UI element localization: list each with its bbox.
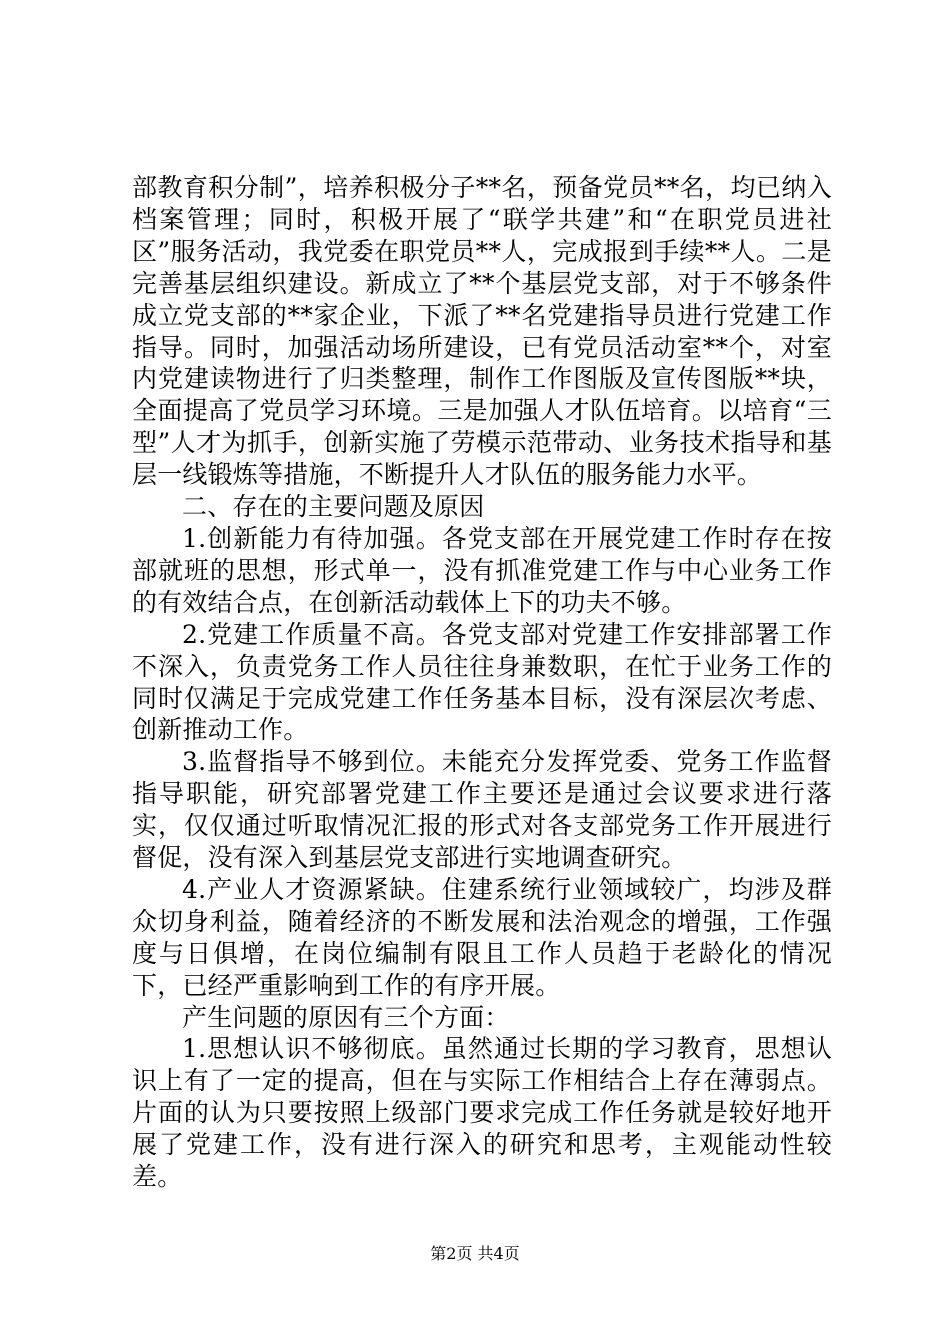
page-number: 第2页 共4页 (430, 1244, 520, 1263)
paragraph-cause-1: 1.思想认识不够彻底。虽然通过长期的学习教育，思想认识上有了一定的提高，但在与实际工作相结合上存在薄弱点。片面的认为只要按照上级部门要求完成工作任务就是较好地开展了党建工作，没有进行深入的研究和思考，主观能动性较差。 (132, 1034, 832, 1192)
paragraph-continuation: 部教育积分制”，培养积极分子**名，预备党员**名，均已纳入档案管理；同时，积极开展了“联学共建”和“在职党员进社区”服务活动，我党委在职党员**人，完成报到手续**人。二是完善基层组织建设。新成立了**个基层党支部，对于不够条件成立党支部的**家企业，下派了**名党建指导员进行党建工作指导。同时，加强活动场所建设，已有党员活动室**个，对室内党建读物进行了归类整理，制作工作图版及宣传图版**块，全面提高了党员学习环境。三是加强人才队伍培育。以培育“三型”人才为抓手，创新实施了劳模示范带动、业务技术指导和基层一线锻炼等措施，不断提升人才队伍的服务能力水平。 (132, 173, 832, 490)
paragraph-causes-intro: 产生问题的原因有三个方面： (182, 1002, 510, 1032)
document-body (132, 172, 832, 1193)
paragraph-problem-1: 1.创新能力有待加强。各党支部在开展党建工作时存在按部就班的思想，形式单一，没有抓准党建工作与中心业务工作的有效结合点，在创新活动载体上下的功夫不够。 (132, 523, 832, 617)
paragraph-problem-3: 3.监督指导不够到位。未能充分发挥党委、党务工作监督指导职能，研究部署党建工作主要还是通过会议要求进行落实，仅仅通过听取情况汇报的形式对各支部党务工作开展进行督促，没有深入到基层党支部进行实地调查研究。 (132, 747, 832, 873)
paragraph-problem-4: 4.产业人才资源紧缺。住建系统行业领域较广，均涉及群众切身利益，随着经济的不断发展和法治观念的增强，工作强度与日俱增，在岗位编制有限且工作人员趋于老龄化的情况下，已经严重影响到工作的有序开展。 (132, 874, 832, 1000)
paragraph-problem-2: 2.党建工作质量不高。各党支部对党建工作安排部署工作不深入，负责党务工作人员往往身兼数职，在忙于业务工作的同时仅满足于完成党建工作任务基本目标，没有深层次考虑、创新推动工作。 (132, 619, 832, 745)
section-heading-problems: 二、存在的主要问题及原因 (182, 492, 485, 522)
